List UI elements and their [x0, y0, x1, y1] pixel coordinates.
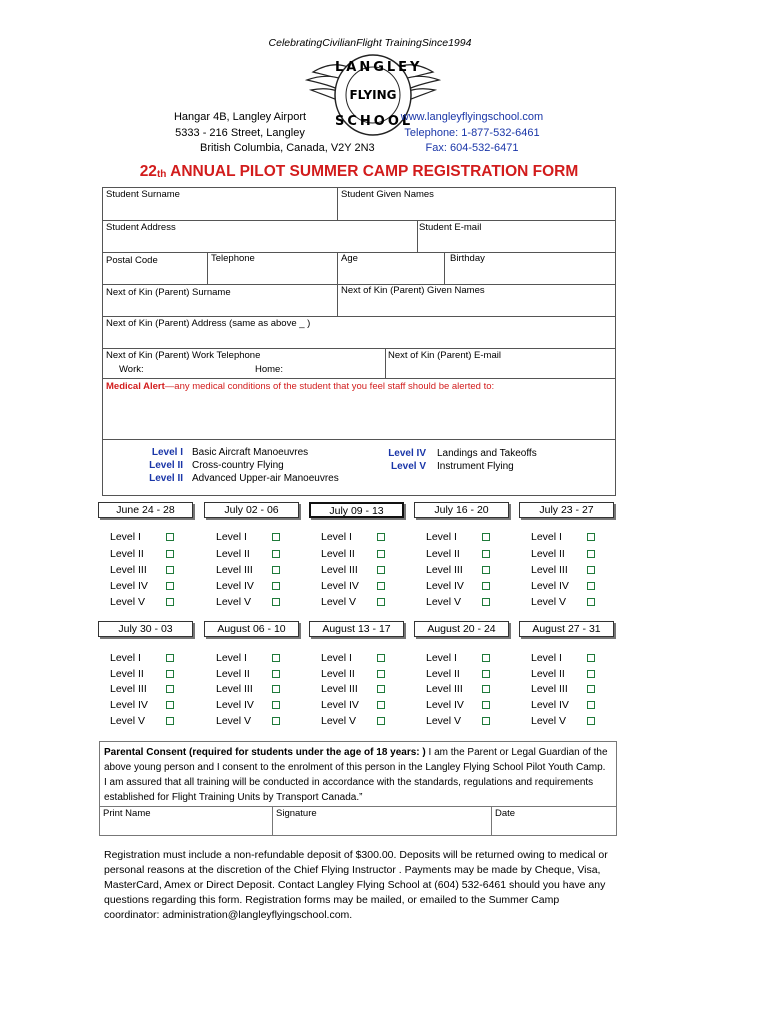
fax-text: Fax: 604-532-6471 — [425, 142, 519, 154]
level-code: Level II — [149, 473, 183, 484]
level-description: Advanced Upper-air Manoeuvres — [192, 473, 339, 484]
level-option-label: Level III — [426, 683, 463, 695]
session-level-option[interactable] — [110, 596, 190, 611]
consent-statement: I am the Parent or Legal Guardian of the above young person and I consent to the enrolment of this person in the Langley Flying School Pilot Youth Camp. I am assured that all training will be conducted in accordance with the standards, regulations and requirements established for Flight Training Units by Transport Canada.” — [104, 747, 608, 803]
level-option-label: Level I — [216, 531, 247, 543]
level-checkbox[interactable] — [166, 550, 174, 558]
session-level-option[interactable] — [426, 683, 506, 698]
level-option-label: Level V — [531, 715, 567, 727]
consent-paragraph — [104, 745, 609, 805]
session-dates: June 24 - 28 — [98, 502, 193, 518]
postal-code-field[interactable]: Postal Code — [106, 255, 158, 266]
medical-alert-label: Medical Alert — [106, 381, 165, 392]
level-checkbox[interactable] — [377, 685, 385, 693]
medical-alert-field[interactable] — [106, 381, 494, 392]
session-level-option[interactable] — [426, 548, 506, 563]
session-level-option[interactable] — [110, 683, 190, 698]
level-checkbox[interactable] — [377, 533, 385, 541]
level-checkbox[interactable] — [482, 654, 490, 662]
level-checkbox[interactable] — [166, 582, 174, 590]
level-checkbox[interactable] — [482, 717, 490, 725]
session-level-option[interactable] — [426, 564, 506, 579]
nok-surname-field[interactable]: Next of Kin (Parent) Surname — [106, 287, 231, 298]
nok-work-telephone-field[interactable]: Next of Kin (Parent) Work Telephone — [106, 350, 261, 361]
address-line: 5333 - 216 Street, Langley — [175, 126, 305, 139]
session-level-option[interactable] — [531, 580, 611, 595]
level-checkbox[interactable] — [166, 701, 174, 709]
level-checkbox[interactable] — [272, 670, 280, 678]
print-name-field[interactable]: Print Name — [103, 808, 151, 819]
session-level-option[interactable] — [216, 683, 296, 698]
session-level-option[interactable] — [426, 715, 506, 730]
level-checkbox[interactable] — [587, 582, 595, 590]
session-level-option[interactable] — [531, 531, 611, 546]
session-level-option[interactable] — [216, 699, 296, 714]
session-level-option[interactable] — [110, 548, 190, 563]
level-checkbox[interactable] — [587, 685, 595, 693]
level-checkbox[interactable] — [587, 566, 595, 574]
signature-field[interactable]: Signature — [276, 808, 317, 819]
session-level-option[interactable] — [321, 715, 401, 730]
level-option-label: Level II — [426, 668, 460, 680]
level-checkbox[interactable] — [377, 717, 385, 725]
session-level-option[interactable] — [321, 580, 401, 595]
level-checkbox[interactable] — [587, 701, 595, 709]
level-option-label: Level III — [321, 564, 358, 576]
session-level-option[interactable] — [426, 699, 506, 714]
level-option-label: Level III — [216, 683, 253, 695]
work-label: Work: — [119, 364, 144, 375]
student-address-field[interactable]: Student Address — [106, 222, 176, 233]
level-code: Level IV — [388, 448, 426, 459]
level-option-label: Level V — [531, 596, 567, 608]
session-dates: July 02 - 06 — [204, 502, 299, 518]
level-checkbox[interactable] — [482, 598, 490, 606]
birthday-field[interactable]: Birthday — [450, 253, 485, 264]
level-checkbox[interactable] — [377, 566, 385, 574]
telephone-field[interactable]: Telephone — [211, 253, 255, 264]
level-option-label: Level V — [426, 596, 462, 608]
level-option-label: Level II — [531, 548, 565, 560]
session-level-option[interactable] — [321, 652, 401, 667]
title-ordinal-suffix: th — [156, 169, 167, 180]
session-level-option[interactable] — [110, 580, 190, 595]
address-right — [386, 110, 558, 157]
session-level-option[interactable] — [216, 668, 296, 683]
session-level-option[interactable] — [426, 668, 506, 683]
level-description: Landings and Takeoffs — [437, 448, 537, 459]
title-ordinal-number: 22 — [139, 163, 157, 180]
session-level-option[interactable] — [321, 548, 401, 563]
level-checkbox[interactable] — [587, 717, 595, 725]
level-option-label: Level IV — [531, 580, 569, 592]
level-description: Cross-country Flying — [192, 460, 284, 471]
level-checkbox[interactable] — [166, 533, 174, 541]
level-option-label: Level IV — [110, 580, 148, 592]
session-level-option[interactable] — [216, 580, 296, 595]
session-level-option[interactable] — [531, 715, 611, 730]
student-given-names-field[interactable]: Student Given Names — [341, 189, 434, 200]
session-dates: August 13 - 17 — [309, 621, 404, 637]
level-checkbox[interactable] — [587, 550, 595, 558]
level-checkbox[interactable] — [377, 701, 385, 709]
session-level-option[interactable] — [321, 564, 401, 579]
level-checkbox[interactable] — [166, 670, 174, 678]
level-checkbox[interactable] — [377, 582, 385, 590]
level-option-label: Level II — [321, 548, 355, 560]
level-option-label: Level I — [321, 531, 352, 543]
home-label: Home: — [255, 364, 283, 375]
level-checkbox[interactable] — [587, 670, 595, 678]
level-option-label: Level II — [110, 548, 144, 560]
level-description: Instrument Flying — [437, 461, 514, 472]
title-text: ANNUAL PILOT SUMMER CAMP REGISTRATION FORM — [170, 163, 579, 180]
session-level-option[interactable] — [531, 652, 611, 667]
level-checkbox[interactable] — [482, 670, 490, 678]
nok-address-field[interactable]: Next of Kin (Parent) Address (same as above _ ) — [106, 318, 311, 329]
level-checkbox[interactable] — [482, 582, 490, 590]
session-level-option[interactable] — [110, 668, 190, 683]
session-level-option[interactable] — [531, 564, 611, 579]
session-dates: July 23 - 27 — [519, 502, 614, 518]
session-dates: July 09 - 13 — [309, 502, 404, 518]
level-checkbox[interactable] — [482, 550, 490, 558]
session-level-option[interactable] — [321, 531, 401, 546]
student-surname-field[interactable]: Student Surname — [106, 189, 180, 200]
address-line: Hangar 4B, Langley Airport — [173, 111, 307, 123]
level-option-label: Level IV — [110, 699, 148, 711]
level-option-label: Level IV — [216, 580, 254, 592]
level-option-label: Level I — [321, 652, 352, 664]
age-field[interactable]: Age — [341, 253, 358, 264]
session-level-option[interactable] — [321, 683, 401, 698]
session-level-option[interactable] — [110, 699, 190, 714]
level-checkbox[interactable] — [377, 550, 385, 558]
tagline: CelebratingCivilianFlight TrainingSince1994 — [268, 37, 472, 49]
level-checkbox[interactable] — [587, 598, 595, 606]
level-checkbox[interactable] — [482, 701, 490, 709]
level-checkbox[interactable] — [272, 717, 280, 725]
session-level-option[interactable] — [216, 531, 296, 546]
level-option-label: Level V — [321, 596, 357, 608]
level-option-label: Level V — [216, 715, 252, 727]
session-level-option[interactable] — [321, 596, 401, 611]
session-dates: July 16 - 20 — [414, 502, 509, 518]
level-checkbox[interactable] — [377, 598, 385, 606]
session-level-option[interactable] — [110, 715, 190, 730]
level-option-label: Level II — [426, 548, 460, 560]
website-link[interactable]: www.langleyflyingschool.com — [400, 111, 544, 123]
level-checkbox[interactable] — [272, 685, 280, 693]
level-option-label: Level V — [110, 715, 146, 727]
level-option-label: Level I — [531, 531, 562, 543]
level-checkbox[interactable] — [272, 550, 280, 558]
level-checkbox[interactable] — [377, 654, 385, 662]
level-checkbox[interactable] — [377, 670, 385, 678]
level-option-label: Level V — [426, 715, 462, 727]
session-level-option[interactable] — [531, 668, 611, 683]
logo-top-text: LANGLEY — [335, 60, 423, 75]
session-level-option[interactable] — [531, 683, 611, 698]
student-email-field[interactable]: Student E-mail — [419, 222, 482, 233]
session-level-option[interactable] — [321, 668, 401, 683]
session-level-option[interactable] — [426, 580, 506, 595]
level-option-label: Level I — [110, 652, 141, 664]
level-option-label: Level V — [216, 596, 252, 608]
level-checkbox[interactable] — [166, 717, 174, 725]
session-level-option[interactable] — [216, 596, 296, 611]
level-option-label: Level V — [110, 596, 146, 608]
session-level-option[interactable] — [321, 699, 401, 714]
level-checkbox[interactable] — [587, 654, 595, 662]
session-level-option[interactable] — [216, 652, 296, 667]
level-option-label: Level IV — [321, 699, 359, 711]
registration-form — [102, 187, 616, 496]
level-option-label: Level III — [321, 683, 358, 695]
level-option-label: Level IV — [321, 580, 359, 592]
level-code: Level I — [151, 447, 183, 458]
address-line: British Columbia, Canada, V2Y 2N3 — [200, 142, 375, 154]
level-option-label: Level I — [426, 652, 457, 664]
level-checkbox[interactable] — [272, 598, 280, 606]
level-checkbox[interactable] — [272, 582, 280, 590]
session-level-option[interactable] — [216, 548, 296, 563]
level-option-label: Level II — [110, 668, 144, 680]
level-option-label: Level I — [110, 531, 141, 543]
parental-consent-box — [99, 741, 617, 836]
level-description: Basic Aircraft Manoeuvres — [192, 447, 309, 458]
nok-given-names-field[interactable]: Next of Kin (Parent) Given Names — [341, 285, 485, 296]
level-option-label: Level II — [531, 668, 565, 680]
session-level-option[interactable] — [110, 564, 190, 579]
medical-alert-text: —any medical conditions of the student that you feel staff should be alerted to: — [164, 381, 495, 392]
registration-footer-note: Registration must include a non-refundable deposit of $300.00. Deposits will be returned owing to medical or personal reasons at the discretion of the Chief Flying Instructor . Payments may be made by Cheque, Visa, MasterCard, Amex or Direct Deposit. Contact Langley Flying School at (604) 532-6461 should you have any questions regarding this form. Registration forms may be mailed, or emailed to the Summer Camp coordinator: administration@langleyflyingschool.com. — [104, 849, 608, 921]
session-dates: August 20 - 24 — [414, 621, 509, 637]
level-option-label: Level II — [216, 548, 250, 560]
level-option-label: Level IV — [426, 580, 464, 592]
level-checkbox[interactable] — [482, 685, 490, 693]
level-option-label: Level III — [216, 564, 253, 576]
session-level-option[interactable] — [110, 531, 190, 546]
session-level-option[interactable] — [531, 596, 611, 611]
session-level-option[interactable] — [216, 564, 296, 579]
level-option-label: Level IV — [216, 699, 254, 711]
level-option-label: Level IV — [426, 699, 464, 711]
session-level-option[interactable] — [426, 596, 506, 611]
level-code: Level II — [149, 460, 183, 471]
level-checkbox[interactable] — [166, 598, 174, 606]
level-checkbox[interactable] — [587, 533, 595, 541]
consent-heading: Parental Consent (required for students under the age of 18 years: ) — [104, 747, 426, 758]
level-option-label: Level II — [321, 668, 355, 680]
logo-bottom-text: SCHOOL — [335, 114, 414, 129]
level-option-label: Level III — [531, 683, 568, 695]
level-checkbox[interactable] — [272, 701, 280, 709]
level-code: Level V — [390, 461, 426, 472]
level-option-label: Level II — [216, 668, 250, 680]
session-level-option[interactable] — [216, 715, 296, 730]
level-option-label: Level III — [110, 683, 147, 695]
session-dates: August 06 - 10 — [204, 621, 299, 637]
level-option-label: Level I — [216, 652, 247, 664]
logo-middle-text: FLYING — [349, 88, 397, 102]
level-checkbox[interactable] — [272, 566, 280, 574]
level-option-label: Level I — [531, 652, 562, 664]
session-level-option[interactable] — [426, 531, 506, 546]
session-dates: August 27 - 31 — [519, 621, 614, 637]
level-option-label: Level IV — [531, 699, 569, 711]
level-checkbox[interactable] — [272, 533, 280, 541]
level-checkbox[interactable] — [482, 533, 490, 541]
page-title — [102, 163, 616, 181]
session-level-option[interactable] — [531, 699, 611, 714]
level-option-label: Level III — [426, 564, 463, 576]
telephone-text: Telephone: 1-877-532-6461 — [404, 126, 540, 139]
level-checkbox[interactable] — [166, 685, 174, 693]
level-option-label: Level III — [531, 564, 568, 576]
level-checkbox[interactable] — [272, 654, 280, 662]
level-checkbox[interactable] — [166, 566, 174, 574]
level-option-label: Level V — [321, 715, 357, 727]
level-checkbox[interactable] — [482, 566, 490, 574]
level-option-label: Level I — [426, 531, 457, 543]
session-level-option[interactable] — [531, 548, 611, 563]
date-field[interactable]: Date — [495, 808, 516, 819]
nok-email-field[interactable]: Next of Kin (Parent) E-mail — [388, 350, 501, 361]
session-level-option[interactable] — [110, 652, 190, 667]
session-dates: July 30 - 03 — [98, 621, 193, 637]
session-level-option[interactable] — [426, 652, 506, 667]
level-checkbox[interactable] — [166, 654, 174, 662]
level-option-label: Level III — [110, 564, 147, 576]
